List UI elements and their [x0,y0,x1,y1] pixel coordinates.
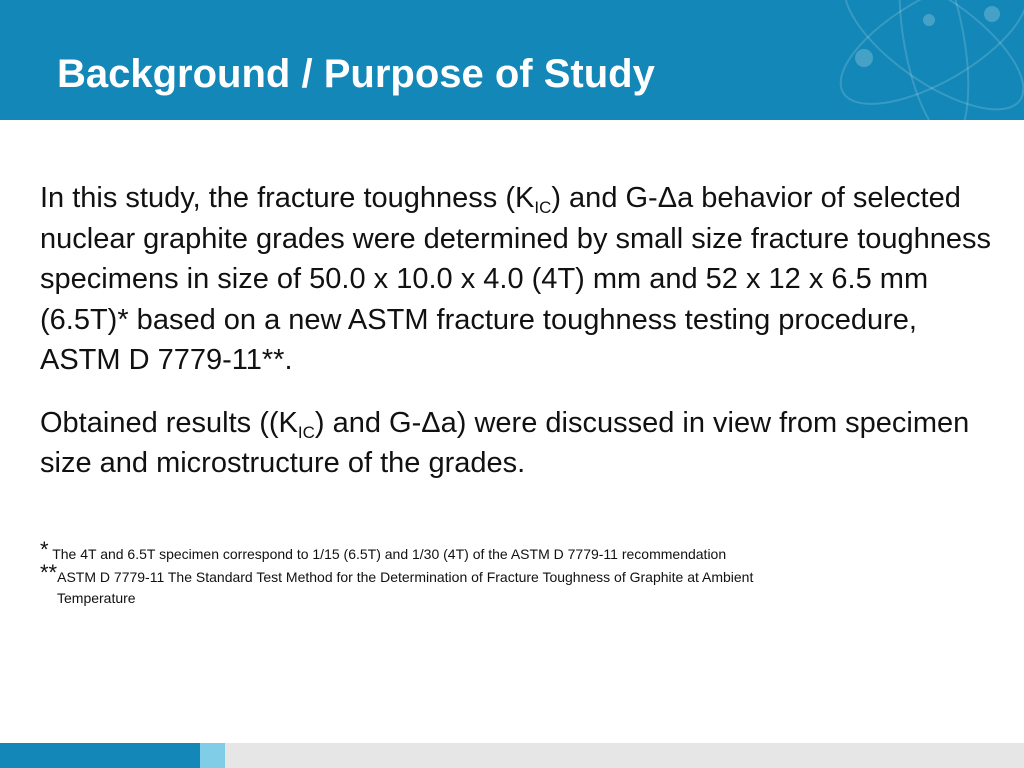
footer-bar-light-blue [200,743,225,768]
footnote-marker-single: * [40,537,49,562]
footnote-astm-continuation: Temperature [57,590,136,606]
footer-bar-gray [225,743,1024,768]
p2-text-start: Obtained results ((K [40,406,298,439]
footer-bar-blue [0,743,200,768]
body-text [40,178,1000,484]
footnote-marker-double: ** [40,560,58,585]
footnote-astm-text: ASTM D 7779-11 The Standard Test Method for the Determination of Fracture Toughness of Graphite at Ambient [57,569,754,585]
paragraph-study-purpose [40,178,1000,381]
header-banner [0,0,1024,120]
p1-text-end: ) and G-Δa behavior of selected nuclear graphite grades were determined by small size fracture toughness specimens in size of 50.0 x 10.0 x 4.0 (4T) mm and 52 x 12 x 6.5 mm (6.5T)* based on a new ASTM fracture toughness testing procedure, ASTM D 7779-11**. [40,182,992,376]
slide-title: Background / Purpose of Study [57,52,655,96]
p1-kic-subscript: IC [534,198,552,217]
p2-text-end: ) and G-Δa) were discussed in view from specimen size and microstructure of the grades. [40,406,970,479]
footnote-astm [40,560,1000,589]
footnote-specimen [40,537,1000,566]
footnotes [40,537,1000,610]
footnote-specimen-text: The 4T and 6.5T specimen correspond to 1/15 (6.5T) and 1/30 (4T) of the ASTM D 7779-11 recommendation [48,546,727,562]
atom-orbit-decoration [794,0,1024,120]
p1-text-start: In this study, the fracture toughness (K [40,182,535,214]
p2-kic-subscript: IC [297,422,315,442]
paragraph-results [40,403,1000,484]
